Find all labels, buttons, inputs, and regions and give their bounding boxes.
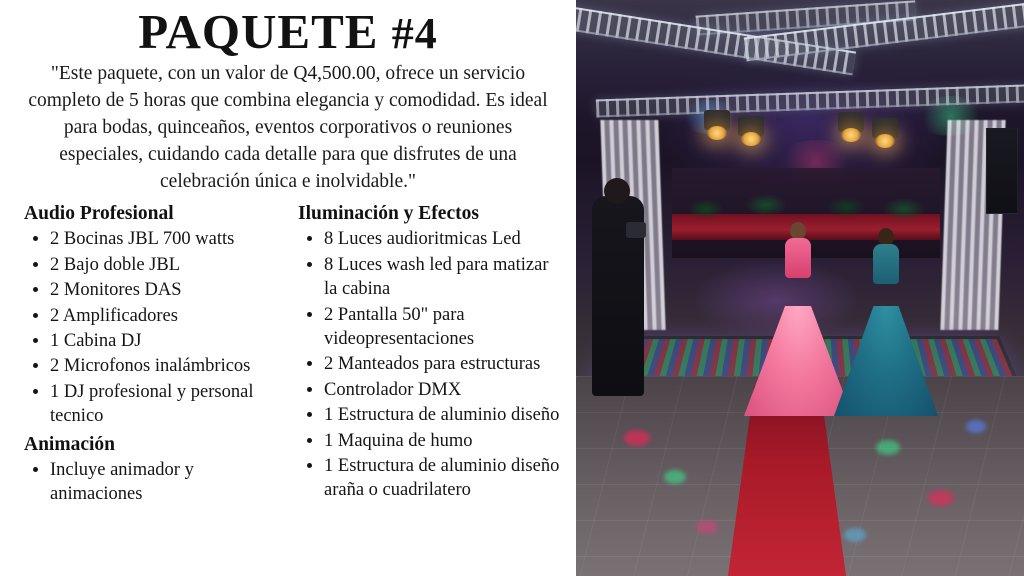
list-animacion bbox=[24, 458, 284, 507]
list-audio bbox=[24, 227, 284, 428]
list-item: • 1 Cabina DJ bbox=[50, 329, 284, 353]
package-number: #4 bbox=[391, 9, 438, 58]
list-item: • 2 Amplificadores bbox=[50, 304, 284, 328]
list-item: • Incluye animador y animaciones bbox=[50, 458, 284, 507]
stage-light-fixture bbox=[738, 116, 764, 136]
section-heading-audio: Audio Profesional bbox=[24, 202, 174, 224]
stage-light-fixture bbox=[704, 110, 730, 130]
list-item: • 2 Monitores DAS bbox=[50, 278, 284, 302]
light-spot bbox=[664, 470, 686, 484]
guest-teal-gown bbox=[834, 230, 938, 416]
gown-skirt bbox=[834, 306, 938, 416]
stage-light-fixture bbox=[838, 112, 864, 132]
list-item: • 1 DJ profesional y personal tecnico bbox=[50, 380, 284, 429]
page-title-text: PAQUETE bbox=[138, 4, 379, 59]
column-audio bbox=[16, 202, 284, 508]
section-heading-iluminacion: Iluminación y Efectos bbox=[298, 202, 479, 224]
photographer-silhouette bbox=[592, 196, 644, 396]
decorative-plants bbox=[676, 185, 938, 231]
list-item: • 1 Estructura de aluminio diseño bbox=[324, 403, 560, 427]
list-iluminacion bbox=[298, 227, 560, 502]
list-item: • 2 Pantalla 50" para videopresentaciones bbox=[324, 303, 560, 352]
features-columns bbox=[14, 202, 562, 508]
event-photo bbox=[576, 0, 1024, 576]
list-item: • Controlador DMX bbox=[324, 378, 560, 402]
pa-speaker bbox=[986, 128, 1018, 214]
page-title bbox=[14, 4, 562, 59]
light-spot bbox=[966, 420, 986, 433]
light-spot bbox=[844, 528, 866, 542]
stage-light-fixture bbox=[872, 118, 898, 138]
list-item: • 8 Luces wash led para matizar la cabina bbox=[324, 253, 560, 302]
list-item: • 8 Luces audioritmicas Led bbox=[324, 227, 560, 251]
light-spot bbox=[696, 520, 718, 534]
list-item: • 1 Estructura de aluminio diseño araña o cuadrilatero bbox=[324, 454, 560, 503]
section-heading-animacion: Animación bbox=[24, 433, 116, 455]
light-spot bbox=[876, 440, 900, 455]
column-lighting bbox=[292, 202, 560, 508]
gown-bodice bbox=[785, 238, 811, 278]
intro-paragraph: "Este paquete, con un valor de Q4,500.00, ofrece un servicio completo de 5 horas que combina elegancia y comodidad. Es ideal para bodas, quinceaños, eventos corporativos o reuniones especiales, cuidando cada detalle para que disfrutes de una celebración única e inolvidable." bbox=[28, 63, 548, 193]
list-item: • 2 Manteados para estructuras bbox=[324, 352, 560, 376]
light-spot bbox=[624, 430, 650, 446]
list-item: • 1 Maquina de humo bbox=[324, 429, 560, 453]
list-item: • 2 Bajo doble JBL bbox=[50, 253, 284, 277]
light-spot bbox=[928, 490, 954, 506]
list-item: • 2 Microfonos inalámbricos bbox=[50, 354, 284, 378]
list-item: • 2 Bocinas JBL 700 watts bbox=[50, 227, 284, 251]
gown-bodice bbox=[873, 244, 899, 284]
